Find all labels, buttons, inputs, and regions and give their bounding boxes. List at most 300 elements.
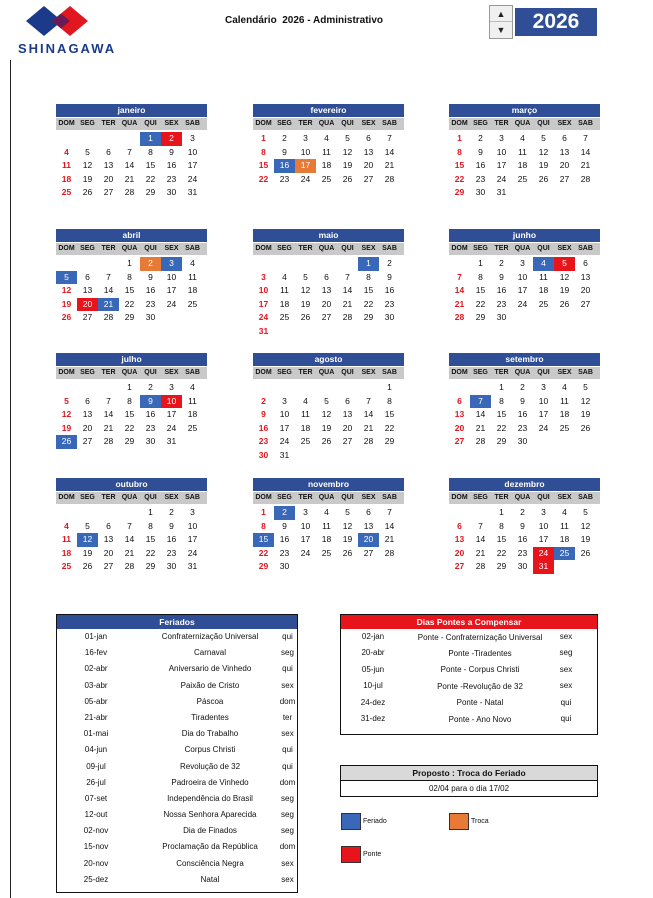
day-cell[interactable]: 18 bbox=[279, 298, 290, 309]
day-cell[interactable]: 1 bbox=[387, 382, 392, 392]
day-cell[interactable]: 5 bbox=[541, 133, 546, 143]
day-cell[interactable]: 9 bbox=[140, 395, 161, 409]
day-cell[interactable]: 15 bbox=[496, 409, 507, 420]
day-cell[interactable]: 22 bbox=[124, 422, 135, 433]
day-cell[interactable]: 12 bbox=[538, 146, 549, 157]
day-cell[interactable]: 7 bbox=[106, 271, 111, 282]
day-cell[interactable]: 14 bbox=[475, 534, 486, 545]
day-cell[interactable]: 8 bbox=[457, 146, 462, 157]
day-cell[interactable]: 1 bbox=[127, 258, 132, 268]
day-cell[interactable]: 21 bbox=[124, 547, 135, 558]
day-cell[interactable]: 21 bbox=[363, 422, 374, 433]
day-cell[interactable]: 14 bbox=[580, 146, 591, 157]
day-cell[interactable]: 20 bbox=[580, 285, 591, 296]
day-cell[interactable]: 20 bbox=[454, 422, 465, 433]
day-cell[interactable]: 3 bbox=[190, 133, 195, 143]
day-cell[interactable]: 29 bbox=[475, 312, 486, 323]
day-cell[interactable]: 25 bbox=[279, 312, 290, 323]
day-cell[interactable]: 25 bbox=[187, 422, 198, 433]
day-cell[interactable]: 6 bbox=[106, 146, 111, 157]
day-cell[interactable]: 18 bbox=[321, 160, 332, 171]
day-cell[interactable]: 10 bbox=[166, 271, 177, 282]
day-cell[interactable]: 20 bbox=[358, 533, 379, 547]
day-cell[interactable]: 6 bbox=[366, 507, 371, 517]
day-cell[interactable]: 27 bbox=[82, 436, 93, 447]
day-cell[interactable]: 28 bbox=[124, 187, 135, 198]
day-cell[interactable]: 5 bbox=[583, 382, 588, 392]
day-cell[interactable]: 9 bbox=[387, 271, 392, 282]
day-cell[interactable]: 26 bbox=[580, 547, 591, 558]
day-cell[interactable]: 31 bbox=[187, 187, 198, 198]
day-cell[interactable]: 30 bbox=[496, 312, 507, 323]
stepper-down-icon[interactable]: ▼ bbox=[496, 25, 506, 35]
day-cell[interactable]: 30 bbox=[145, 312, 156, 323]
day-cell[interactable]: 21 bbox=[124, 173, 135, 184]
day-cell[interactable]: 11 bbox=[560, 395, 569, 406]
day-cell[interactable]: 3 bbox=[282, 395, 287, 406]
day-cell[interactable]: 20 bbox=[321, 298, 332, 309]
day-cell[interactable]: 6 bbox=[85, 271, 90, 282]
day-cell[interactable]: 14 bbox=[124, 160, 135, 171]
day-cell[interactable]: 28 bbox=[103, 436, 114, 447]
year-display[interactable]: 2026 bbox=[515, 8, 597, 36]
day-cell[interactable]: 7 bbox=[127, 146, 132, 157]
day-cell[interactable]: 30 bbox=[258, 449, 269, 460]
day-cell[interactable]: 22 bbox=[258, 547, 269, 558]
day-cell[interactable]: 8 bbox=[127, 271, 132, 282]
day-cell[interactable]: 20 bbox=[82, 422, 93, 433]
day-cell[interactable]: 8 bbox=[499, 520, 504, 531]
day-cell[interactable]: 5 bbox=[345, 133, 350, 143]
day-cell[interactable]: 18 bbox=[559, 409, 570, 420]
day-cell[interactable]: 26 bbox=[580, 422, 591, 433]
day-cell[interactable]: 25 bbox=[321, 173, 332, 184]
day-cell[interactable]: 8 bbox=[387, 395, 392, 406]
day-cell[interactable]: 4 bbox=[190, 382, 195, 392]
day-cell[interactable]: 27 bbox=[342, 436, 353, 447]
day-cell[interactable]: 21 bbox=[342, 298, 353, 309]
day-cell[interactable]: 11 bbox=[322, 146, 331, 157]
day-cell[interactable]: 11 bbox=[560, 520, 569, 531]
day-cell[interactable]: 2 bbox=[140, 257, 161, 271]
day-cell[interactable]: 2 bbox=[274, 506, 295, 520]
day-cell[interactable]: 10 bbox=[538, 395, 549, 406]
day-cell[interactable]: 18 bbox=[61, 547, 72, 558]
day-cell[interactable]: 16 bbox=[145, 285, 156, 296]
day-cell[interactable]: 21 bbox=[384, 160, 395, 171]
day-cell[interactable]: 12 bbox=[61, 285, 72, 296]
day-cell[interactable]: 23 bbox=[496, 298, 507, 309]
day-cell[interactable]: 28 bbox=[363, 436, 374, 447]
day-cell[interactable]: 29 bbox=[124, 436, 135, 447]
day-cell[interactable]: 28 bbox=[103, 312, 114, 323]
day-cell[interactable]: 17 bbox=[538, 534, 549, 545]
day-cell[interactable]: 5 bbox=[85, 520, 90, 531]
day-cell[interactable]: 3 bbox=[261, 271, 266, 282]
day-cell[interactable]: 17 bbox=[496, 160, 507, 171]
day-cell[interactable]: 1 bbox=[457, 133, 462, 143]
day-cell[interactable]: 27 bbox=[103, 187, 114, 198]
day-cell[interactable]: 14 bbox=[103, 285, 114, 296]
day-cell[interactable]: 11 bbox=[539, 271, 548, 282]
day-cell[interactable]: 19 bbox=[342, 534, 353, 545]
day-cell[interactable]: 9 bbox=[169, 146, 174, 157]
day-cell[interactable]: 8 bbox=[366, 271, 371, 282]
day-cell[interactable]: 6 bbox=[345, 395, 350, 406]
day-cell[interactable]: 4 bbox=[324, 507, 329, 517]
day-cell[interactable]: 29 bbox=[496, 561, 507, 572]
day-cell[interactable]: 10 bbox=[300, 146, 311, 157]
day-cell[interactable]: 19 bbox=[82, 547, 93, 558]
day-cell[interactable]: 18 bbox=[187, 409, 198, 420]
day-cell[interactable]: 23 bbox=[258, 436, 269, 447]
day-cell[interactable]: 24 bbox=[533, 547, 554, 561]
day-cell[interactable]: 31 bbox=[258, 325, 269, 336]
day-cell[interactable]: 23 bbox=[166, 173, 177, 184]
day-cell[interactable]: 22 bbox=[145, 547, 156, 558]
day-cell[interactable]: 11 bbox=[301, 409, 310, 420]
day-cell[interactable]: 10 bbox=[187, 146, 198, 157]
day-cell[interactable]: 4 bbox=[190, 258, 195, 268]
day-cell[interactable]: 9 bbox=[148, 271, 153, 282]
day-cell[interactable]: 13 bbox=[363, 520, 374, 531]
day-cell[interactable]: 14 bbox=[103, 409, 114, 420]
day-cell[interactable]: 23 bbox=[279, 173, 290, 184]
day-cell[interactable]: 27 bbox=[363, 547, 374, 558]
day-cell[interactable]: 7 bbox=[478, 520, 483, 531]
day-cell[interactable]: 1 bbox=[499, 382, 504, 392]
day-cell[interactable]: 16 bbox=[166, 160, 177, 171]
day-cell[interactable]: 16 bbox=[279, 534, 290, 545]
day-cell[interactable]: 12 bbox=[342, 146, 353, 157]
day-cell[interactable]: 9 bbox=[282, 146, 287, 157]
day-cell[interactable]: 29 bbox=[124, 312, 135, 323]
day-cell[interactable]: 23 bbox=[166, 547, 177, 558]
day-cell[interactable]: 10 bbox=[258, 285, 269, 296]
day-cell[interactable]: 11 bbox=[518, 146, 527, 157]
day-cell[interactable]: 15 bbox=[384, 409, 395, 420]
day-cell[interactable]: 2 bbox=[148, 382, 153, 392]
day-cell[interactable]: 26 bbox=[300, 312, 311, 323]
day-cell[interactable]: 1 bbox=[127, 382, 132, 392]
day-cell[interactable]: 25 bbox=[61, 561, 72, 572]
day-cell[interactable]: 9 bbox=[478, 146, 483, 157]
day-cell[interactable]: 15 bbox=[475, 285, 486, 296]
day-cell[interactable]: 1 bbox=[358, 257, 379, 271]
day-cell[interactable]: 14 bbox=[384, 520, 395, 531]
day-cell[interactable]: 21 bbox=[475, 547, 486, 558]
day-cell[interactable]: 27 bbox=[559, 173, 570, 184]
day-cell[interactable]: 19 bbox=[342, 160, 353, 171]
day-cell[interactable]: 13 bbox=[363, 146, 374, 157]
day-cell[interactable]: 23 bbox=[145, 422, 156, 433]
day-cell[interactable]: 25 bbox=[559, 422, 570, 433]
day-cell[interactable]: 11 bbox=[188, 395, 197, 406]
day-cell[interactable]: 30 bbox=[145, 436, 156, 447]
day-cell[interactable]: 17 bbox=[279, 422, 290, 433]
day-cell[interactable]: 22 bbox=[363, 298, 374, 309]
day-cell[interactable]: 19 bbox=[300, 298, 311, 309]
day-cell[interactable]: 18 bbox=[61, 173, 72, 184]
day-cell[interactable]: 7 bbox=[470, 395, 491, 409]
day-cell[interactable]: 19 bbox=[82, 173, 93, 184]
day-cell[interactable]: 30 bbox=[517, 436, 528, 447]
day-cell[interactable]: 10 bbox=[517, 271, 528, 282]
day-cell[interactable]: 16 bbox=[145, 409, 156, 420]
day-cell[interactable]: 13 bbox=[580, 271, 591, 282]
day-cell[interactable]: 13 bbox=[82, 285, 93, 296]
day-cell[interactable]: 11 bbox=[62, 160, 71, 171]
day-cell[interactable]: 18 bbox=[559, 534, 570, 545]
day-cell[interactable]: 4 bbox=[324, 133, 329, 143]
day-cell[interactable]: 10 bbox=[187, 520, 198, 531]
day-cell[interactable]: 6 bbox=[583, 258, 588, 268]
day-cell[interactable]: 7 bbox=[106, 395, 111, 406]
day-cell[interactable]: 4 bbox=[562, 382, 567, 392]
day-cell[interactable]: 12 bbox=[77, 533, 98, 547]
day-cell[interactable]: 4 bbox=[520, 133, 525, 143]
day-cell[interactable]: 26 bbox=[559, 298, 570, 309]
day-cell[interactable]: 28 bbox=[454, 312, 465, 323]
day-cell[interactable]: 30 bbox=[475, 187, 486, 198]
day-cell[interactable]: 18 bbox=[517, 160, 528, 171]
day-cell[interactable]: 5 bbox=[324, 395, 329, 406]
day-cell[interactable]: 26 bbox=[82, 561, 93, 572]
day-cell[interactable]: 21 bbox=[384, 534, 395, 545]
day-cell[interactable]: 12 bbox=[559, 271, 570, 282]
day-cell[interactable]: 12 bbox=[82, 160, 93, 171]
day-cell[interactable]: 24 bbox=[300, 547, 311, 558]
day-cell[interactable]: 6 bbox=[106, 520, 111, 531]
day-cell[interactable]: 27 bbox=[363, 173, 374, 184]
day-cell[interactable]: 29 bbox=[145, 561, 156, 572]
day-cell[interactable]: 12 bbox=[342, 520, 353, 531]
day-cell[interactable]: 10 bbox=[300, 520, 311, 531]
day-cell[interactable]: 28 bbox=[342, 312, 353, 323]
day-cell[interactable]: 26 bbox=[56, 435, 77, 449]
day-cell[interactable]: 25 bbox=[300, 436, 311, 447]
day-cell[interactable]: 12 bbox=[580, 395, 591, 406]
day-cell[interactable]: 27 bbox=[321, 312, 332, 323]
day-cell[interactable]: 15 bbox=[124, 409, 135, 420]
day-cell[interactable]: 11 bbox=[322, 520, 331, 531]
day-cell[interactable]: 17 bbox=[295, 159, 316, 173]
day-cell[interactable]: 14 bbox=[342, 285, 353, 296]
day-cell[interactable]: 6 bbox=[366, 133, 371, 143]
day-cell[interactable]: 2 bbox=[478, 133, 483, 143]
day-cell[interactable]: 26 bbox=[321, 436, 332, 447]
day-cell[interactable]: 9 bbox=[520, 395, 525, 406]
day-cell[interactable]: 2 bbox=[520, 382, 525, 392]
day-cell[interactable]: 12 bbox=[61, 409, 72, 420]
day-cell[interactable]: 8 bbox=[261, 520, 266, 531]
day-cell[interactable]: 22 bbox=[145, 173, 156, 184]
day-cell[interactable]: 22 bbox=[384, 422, 395, 433]
day-cell[interactable]: 11 bbox=[188, 271, 197, 282]
day-cell[interactable]: 3 bbox=[190, 507, 195, 517]
day-cell[interactable]: 6 bbox=[457, 395, 462, 406]
day-cell[interactable]: 21 bbox=[103, 422, 114, 433]
day-cell[interactable]: 18 bbox=[300, 422, 311, 433]
day-cell[interactable]: 24 bbox=[300, 173, 311, 184]
day-cell[interactable]: 13 bbox=[559, 146, 570, 157]
day-cell[interactable]: 15 bbox=[124, 285, 135, 296]
day-cell[interactable]: 28 bbox=[124, 561, 135, 572]
day-cell[interactable]: 16 bbox=[475, 160, 486, 171]
day-cell[interactable]: 4 bbox=[533, 257, 554, 271]
day-cell[interactable]: 16 bbox=[274, 159, 295, 173]
day-cell[interactable]: 27 bbox=[82, 312, 93, 323]
day-cell[interactable]: 24 bbox=[517, 298, 528, 309]
day-cell[interactable]: 24 bbox=[166, 298, 177, 309]
day-cell[interactable]: 8 bbox=[261, 146, 266, 157]
day-cell[interactable]: 31 bbox=[187, 561, 198, 572]
day-cell[interactable]: 28 bbox=[475, 561, 486, 572]
day-cell[interactable]: 16 bbox=[517, 409, 528, 420]
day-cell[interactable]: 21 bbox=[98, 298, 119, 312]
day-cell[interactable]: 10 bbox=[538, 520, 549, 531]
day-cell[interactable]: 15 bbox=[258, 160, 269, 171]
day-cell[interactable]: 30 bbox=[384, 312, 395, 323]
day-cell[interactable]: 13 bbox=[454, 409, 465, 420]
day-cell[interactable]: 7 bbox=[387, 507, 392, 517]
day-cell[interactable]: 23 bbox=[145, 298, 156, 309]
day-cell[interactable]: 10 bbox=[279, 409, 290, 420]
day-cell[interactable]: 5 bbox=[56, 271, 77, 285]
day-cell[interactable]: 25 bbox=[554, 547, 575, 561]
day-cell[interactable]: 19 bbox=[61, 422, 72, 433]
day-cell[interactable]: 17 bbox=[258, 298, 269, 309]
day-cell[interactable]: 1 bbox=[148, 507, 153, 517]
day-cell[interactable]: 22 bbox=[475, 298, 486, 309]
day-cell[interactable]: 6 bbox=[85, 395, 90, 406]
stepper-up-icon[interactable]: ▲ bbox=[490, 6, 512, 22]
day-cell[interactable]: 23 bbox=[384, 298, 395, 309]
day-cell[interactable]: 5 bbox=[303, 271, 308, 282]
day-cell[interactable]: 1 bbox=[261, 133, 266, 143]
day-cell[interactable]: 17 bbox=[538, 409, 549, 420]
day-cell[interactable]: 29 bbox=[496, 436, 507, 447]
day-cell[interactable]: 8 bbox=[499, 395, 504, 406]
day-cell[interactable]: 18 bbox=[321, 534, 332, 545]
day-cell[interactable]: 29 bbox=[258, 561, 269, 572]
day-cell[interactable]: 28 bbox=[384, 547, 395, 558]
day-cell[interactable]: 19 bbox=[580, 409, 591, 420]
day-cell[interactable]: 24 bbox=[496, 173, 507, 184]
day-cell[interactable]: 6 bbox=[457, 520, 462, 531]
day-cell[interactable]: 9 bbox=[520, 520, 525, 531]
day-cell[interactable]: 3 bbox=[303, 133, 308, 143]
day-cell[interactable]: 9 bbox=[261, 409, 266, 420]
day-cell[interactable]: 2 bbox=[161, 132, 182, 146]
day-cell[interactable]: 21 bbox=[475, 422, 486, 433]
day-cell[interactable]: 7 bbox=[387, 133, 392, 143]
day-cell[interactable]: 20 bbox=[454, 547, 465, 558]
day-cell[interactable]: 1 bbox=[499, 507, 504, 517]
day-cell[interactable]: 16 bbox=[258, 422, 269, 433]
day-cell[interactable]: 2 bbox=[499, 258, 504, 268]
day-cell[interactable]: 26 bbox=[82, 187, 93, 198]
day-cell[interactable]: 13 bbox=[103, 160, 114, 171]
day-cell[interactable]: 9 bbox=[282, 520, 287, 531]
day-cell[interactable]: 31 bbox=[279, 449, 290, 460]
day-cell[interactable]: 23 bbox=[475, 173, 486, 184]
day-cell[interactable]: 19 bbox=[321, 422, 332, 433]
day-cell[interactable]: 22 bbox=[124, 298, 135, 309]
day-cell[interactable]: 19 bbox=[559, 285, 570, 296]
day-cell[interactable]: 13 bbox=[103, 534, 114, 545]
day-cell[interactable]: 30 bbox=[166, 561, 177, 572]
day-cell[interactable]: 16 bbox=[496, 285, 507, 296]
day-cell[interactable]: 6 bbox=[562, 133, 567, 143]
day-cell[interactable]: 20 bbox=[77, 298, 98, 312]
day-cell[interactable]: 18 bbox=[187, 285, 198, 296]
day-cell[interactable]: 7 bbox=[127, 520, 132, 531]
day-cell[interactable]: 23 bbox=[517, 547, 528, 558]
day-cell[interactable]: 5 bbox=[345, 507, 350, 517]
day-cell[interactable]: 2 bbox=[261, 395, 266, 406]
day-cell[interactable]: 4 bbox=[64, 520, 69, 531]
day-cell[interactable]: 4 bbox=[282, 271, 287, 282]
day-cell[interactable]: 19 bbox=[61, 298, 72, 309]
day-cell[interactable]: 26 bbox=[61, 312, 72, 323]
day-cell[interactable]: 17 bbox=[300, 534, 311, 545]
day-cell[interactable]: 5 bbox=[64, 395, 69, 406]
day-cell[interactable]: 22 bbox=[258, 173, 269, 184]
day-cell[interactable]: 3 bbox=[499, 133, 504, 143]
day-cell[interactable]: 20 bbox=[559, 160, 570, 171]
day-cell[interactable]: 8 bbox=[148, 520, 153, 531]
day-cell[interactable]: 15 bbox=[145, 160, 156, 171]
day-cell[interactable]: 17 bbox=[187, 160, 198, 171]
day-cell[interactable]: 14 bbox=[454, 285, 465, 296]
day-cell[interactable]: 16 bbox=[384, 285, 395, 296]
day-cell[interactable]: 14 bbox=[124, 534, 135, 545]
day-cell[interactable]: 28 bbox=[580, 173, 591, 184]
day-cell[interactable]: 3 bbox=[303, 507, 308, 517]
day-cell[interactable]: 31 bbox=[533, 560, 554, 574]
day-cell[interactable]: 14 bbox=[475, 409, 486, 420]
day-cell[interactable]: 24 bbox=[166, 422, 177, 433]
day-cell[interactable]: 26 bbox=[342, 173, 353, 184]
day-cell[interactable]: 22 bbox=[454, 173, 465, 184]
day-cell[interactable]: 29 bbox=[384, 436, 395, 447]
day-cell[interactable]: 4 bbox=[303, 395, 308, 406]
day-cell[interactable]: 21 bbox=[454, 298, 465, 309]
day-cell[interactable]: 29 bbox=[454, 187, 465, 198]
day-cell[interactable]: 25 bbox=[61, 187, 72, 198]
day-cell[interactable]: 24 bbox=[258, 312, 269, 323]
day-cell[interactable]: 21 bbox=[580, 160, 591, 171]
day-cell[interactable]: 2 bbox=[282, 133, 287, 143]
day-cell[interactable]: 28 bbox=[475, 436, 486, 447]
day-cell[interactable]: 18 bbox=[538, 285, 549, 296]
day-cell[interactable]: 3 bbox=[541, 507, 546, 517]
day-cell[interactable]: 23 bbox=[279, 547, 290, 558]
day-cell[interactable]: 1 bbox=[261, 507, 266, 517]
day-cell[interactable]: 1 bbox=[140, 132, 161, 146]
day-cell[interactable]: 28 bbox=[384, 173, 395, 184]
day-cell[interactable]: 14 bbox=[363, 409, 374, 420]
day-cell[interactable]: 3 bbox=[541, 382, 546, 392]
day-cell[interactable]: 20 bbox=[103, 547, 114, 558]
year-stepper[interactable] bbox=[489, 5, 513, 39]
day-cell[interactable]: 13 bbox=[321, 285, 332, 296]
day-cell[interactable]: 12 bbox=[300, 285, 311, 296]
day-cell[interactable]: 8 bbox=[148, 146, 153, 157]
day-cell[interactable]: 7 bbox=[457, 271, 462, 282]
day-cell[interactable]: 19 bbox=[538, 160, 549, 171]
